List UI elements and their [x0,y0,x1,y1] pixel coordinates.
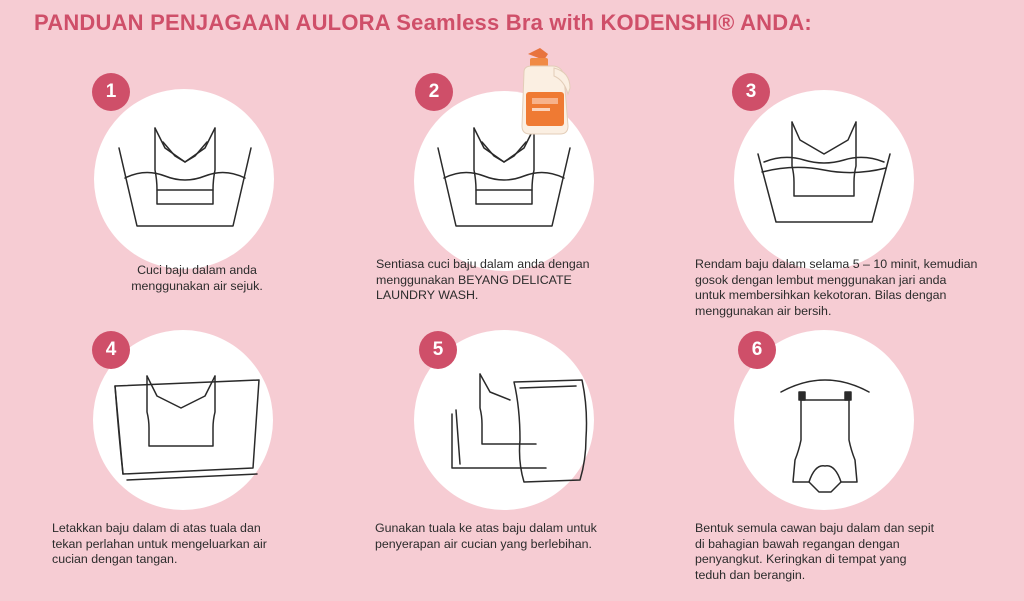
step-6-badge: 6 [738,331,776,369]
bra-hanging-to-dry-icon [775,370,875,500]
bra-on-towel-icon [107,368,267,488]
step-3-caption: Rendam baju dalam selama 5 – 10 minit, kemudian gosok dengan lembut menggunakan jari anda untuk membersihkan kekotoran. Bilas dengan menggunakan air bersih. [695,257,978,318]
step-4-caption: Letakkan baju dalam di atas tuala dan tekan perlahan untuk mengeluarkan air cucian dengan tangan. [52,521,267,566]
step-2-caption: Sentiasa cuci baju dalam anda dengan menggunakan BEYANG DELICATE LAUNDRY WASH. [376,257,590,302]
detergent-bottle-icon [510,46,580,138]
page-title: PANDUAN PENJAGAAN AULORA Seamless Bra with KODENSHI® ANDA: [34,10,812,35]
step-6-caption: Bentuk semula cawan baju dalam dan sepit di bahagian bawah regangan dengan penyangkut. Keringkan di tempat yang teduh dan berangin. [695,521,935,582]
step-2-badge: 2 [415,73,453,111]
towel-folded-over-bra-icon [446,368,596,488]
bra-soaking-icon [754,118,894,238]
bra-in-basin-icon [115,118,255,238]
step-1-badge: 1 [92,73,130,111]
step-3-badge: 3 [732,73,770,111]
step-5-caption: Gunakan tuala ke atas baju dalam untuk penyerapan air cucian yang berlebihan. [375,521,597,551]
step-4-badge: 4 [92,331,130,369]
step-1-caption: Cuci baju dalam anda menggunakan air sejuk. [131,263,263,293]
step-5-badge: 5 [419,331,457,369]
